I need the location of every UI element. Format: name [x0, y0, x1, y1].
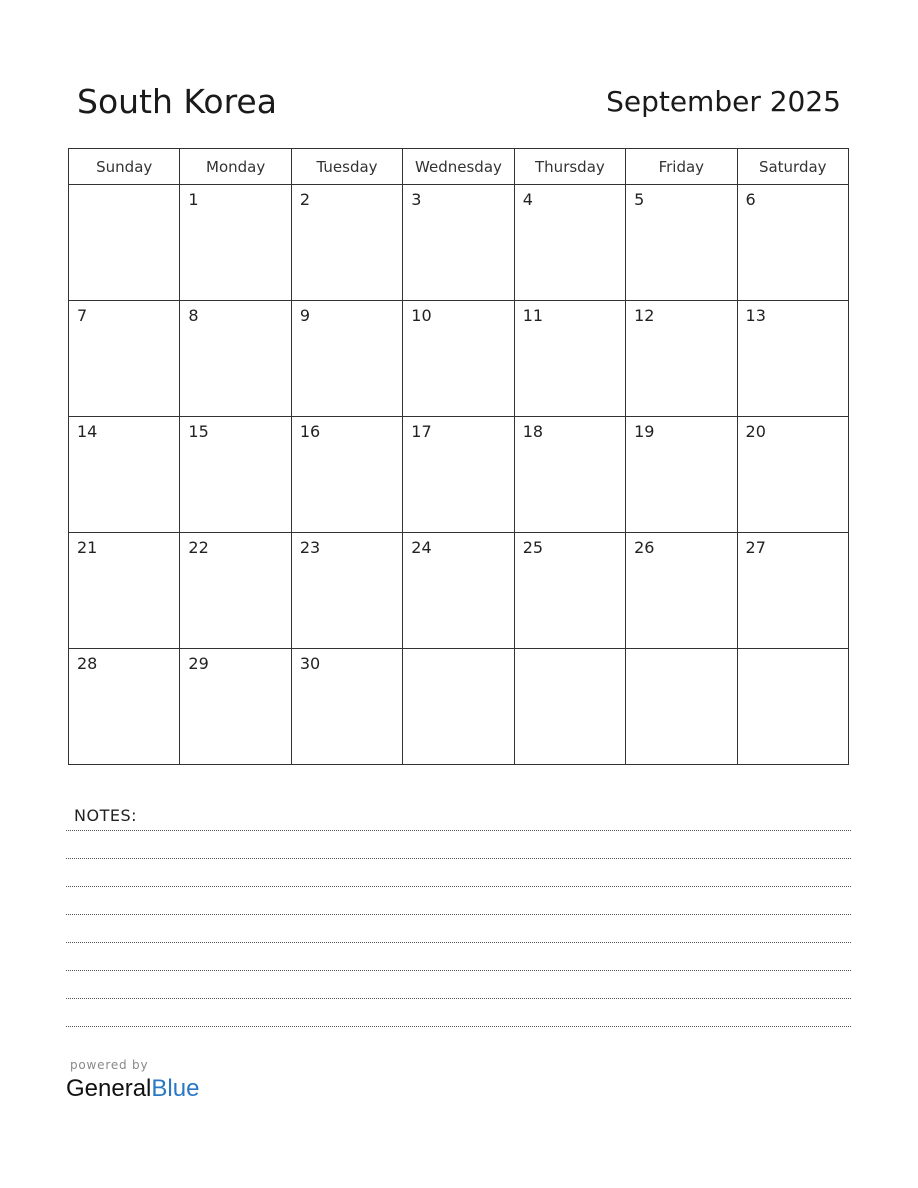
- notes-label: NOTES:: [74, 806, 137, 825]
- day-cell: [626, 417, 737, 533]
- day-cell: [180, 417, 291, 533]
- week-row-4: [69, 533, 849, 649]
- day-number: 27: [745, 538, 766, 557]
- day-cell: [291, 185, 402, 301]
- day-cell: [514, 301, 625, 417]
- day-number: 22: [188, 538, 209, 557]
- day-cell: [403, 185, 514, 301]
- day-number: 25: [522, 538, 544, 557]
- day-cell: [69, 301, 180, 417]
- day-cell: [626, 185, 737, 301]
- day-number: 26: [634, 538, 655, 557]
- day-cell: [514, 417, 625, 533]
- weekday-sunday: Sunday: [69, 149, 180, 185]
- day-cell: [514, 649, 625, 765]
- day-number: 29: [188, 654, 209, 673]
- week-row-1: [69, 185, 849, 301]
- day-number: 14: [77, 422, 98, 441]
- logo-blue-text: Blue: [151, 1075, 200, 1102]
- day-cell: [626, 533, 737, 649]
- day-cell: [737, 533, 848, 649]
- day-number: 9: [299, 306, 311, 325]
- calendar-grid: [68, 148, 849, 765]
- day-cell: [514, 185, 625, 301]
- notes-line: [66, 970, 851, 971]
- day-cell: [403, 533, 514, 649]
- weekday-friday: Friday: [626, 149, 737, 185]
- day-number: 28: [77, 654, 98, 673]
- day-number: 12: [634, 306, 655, 325]
- day-cell: [737, 301, 848, 417]
- weekday-header-row: [69, 149, 849, 185]
- day-number: 30: [299, 654, 321, 673]
- notes-line: [66, 998, 851, 999]
- day-number: 3: [411, 190, 422, 209]
- day-number: 7: [77, 306, 88, 325]
- week-row-3: [69, 417, 849, 533]
- weekday-monday: Monday: [180, 149, 291, 185]
- day-cell: [180, 533, 291, 649]
- day-number: 19: [634, 422, 655, 441]
- week-row-5: [69, 649, 849, 765]
- notes-line: [66, 942, 851, 943]
- day-cell: [291, 649, 402, 765]
- day-number: 13: [745, 306, 766, 325]
- day-number: 2: [299, 190, 311, 209]
- weekday-thursday: Thursday: [514, 149, 625, 185]
- logo-general-text: General: [66, 1075, 152, 1102]
- day-number: [515, 649, 625, 654]
- week-row-2: [69, 301, 849, 417]
- day-cell: [69, 649, 180, 765]
- notes-line: [66, 1026, 851, 1027]
- day-number: 1: [188, 190, 199, 209]
- day-number: [626, 649, 736, 654]
- day-number: [403, 649, 513, 654]
- generalblue-logo: [66, 1075, 199, 1103]
- day-cell: [291, 533, 402, 649]
- day-cell: [737, 417, 848, 533]
- day-cell: [626, 301, 737, 417]
- day-number: 18: [522, 422, 544, 441]
- day-number: 15: [188, 422, 209, 441]
- day-cell: [69, 185, 180, 301]
- day-number: 5: [634, 190, 645, 209]
- day-number: 24: [411, 538, 432, 557]
- calendar-month-title: September 2025: [606, 85, 841, 118]
- day-cell: [626, 649, 737, 765]
- day-cell: [403, 649, 514, 765]
- notes-line: [66, 830, 851, 831]
- powered-by-text: powered by: [70, 1058, 149, 1072]
- day-cell: [291, 301, 402, 417]
- notes-line: [66, 858, 851, 859]
- notes-line: [66, 914, 851, 915]
- day-cell: [737, 649, 848, 765]
- day-cell: [180, 185, 291, 301]
- day-number: 8: [188, 306, 199, 325]
- weekday-wednesday: Wednesday: [403, 149, 514, 185]
- day-number: [69, 185, 179, 190]
- day-number: 11: [522, 306, 544, 325]
- day-cell: [291, 417, 402, 533]
- day-cell: [514, 533, 625, 649]
- day-number: 21: [77, 538, 98, 557]
- weekday-saturday: Saturday: [737, 149, 848, 185]
- day-number: 6: [745, 190, 756, 209]
- day-cell: [737, 185, 848, 301]
- day-cell: [180, 649, 291, 765]
- day-cell: [69, 417, 180, 533]
- day-number: 10: [411, 306, 432, 325]
- day-number: 4: [522, 190, 533, 209]
- day-number: 20: [745, 422, 766, 441]
- day-cell: [69, 533, 180, 649]
- day-number: 23: [299, 538, 321, 557]
- calendar-country-title: South Korea: [77, 82, 277, 121]
- day-cell: [403, 301, 514, 417]
- weekday-tuesday: Tuesday: [291, 149, 402, 185]
- day-number: 17: [411, 422, 432, 441]
- notes-line: [66, 886, 851, 887]
- day-number: [738, 649, 848, 654]
- day-cell: [180, 301, 291, 417]
- day-number: 16: [299, 422, 321, 441]
- day-cell: [403, 417, 514, 533]
